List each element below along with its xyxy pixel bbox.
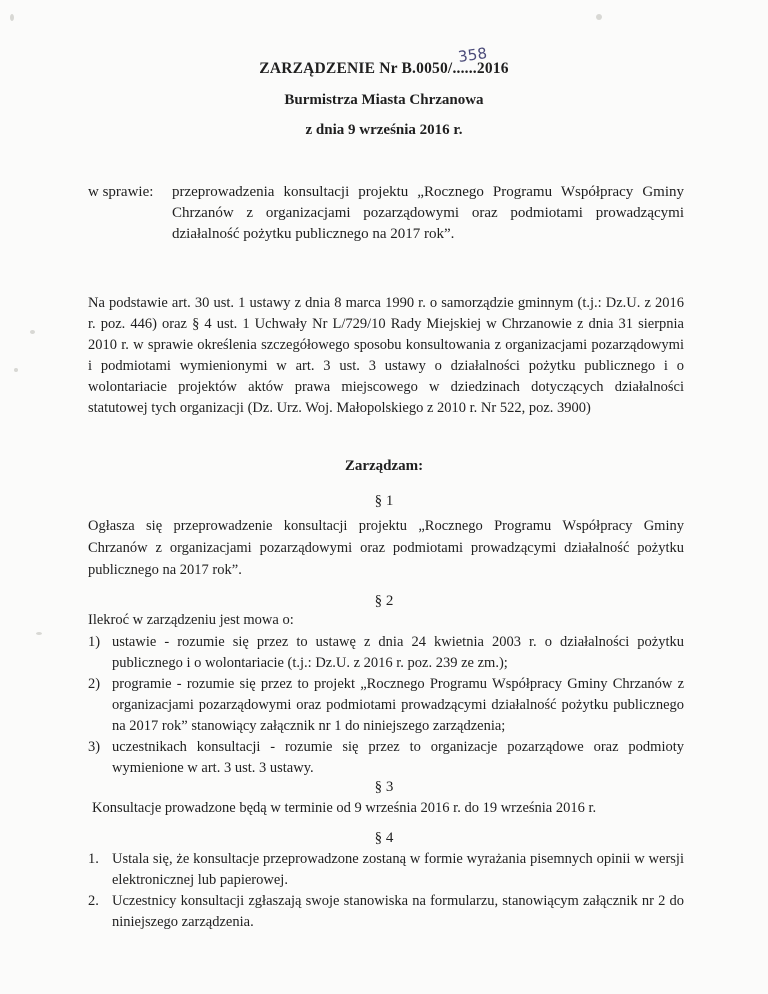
section-3-text: Konsultacje prowadzone będą w terminie od 9 września 2016 r. do 19 września 2016 r. xyxy=(92,800,597,816)
section-2-heading: § 2 xyxy=(374,593,394,609)
list-item xyxy=(88,674,684,737)
section-2-list xyxy=(88,632,684,779)
list-item-text: uczestnikach konsultacji - rozumie się przez to organizacje pozarządowe oraz podmioty wymienione w art. 3 ust. 3 ustawy. xyxy=(112,739,684,776)
list-item xyxy=(88,849,684,891)
section-4-heading: § 4 xyxy=(374,830,394,846)
scan-speck xyxy=(596,14,602,20)
list-marker: 1) xyxy=(88,634,101,650)
decree-date: z dnia 9 września 2016 r. xyxy=(305,122,463,138)
issuer: Burmistrza Miasta Chrzanowa xyxy=(284,92,484,108)
title-dots: ...... xyxy=(452,60,477,77)
list-item xyxy=(88,891,684,933)
section-2-intro: Ilekroć w zarządzeniu jest mowa o: xyxy=(88,612,294,628)
title-prefix: ZARZĄDZENIE Nr B.0050/ xyxy=(259,60,453,77)
subject-block xyxy=(88,182,684,245)
handwritten-number: 358 xyxy=(457,44,489,66)
list-marker: 3) xyxy=(88,739,101,755)
section-1-heading: § 1 xyxy=(374,493,394,509)
title-suffix: 2016 xyxy=(476,60,509,77)
scan-speck xyxy=(30,330,35,334)
subject-text: przeprowadzenia konsultacji projektu „Rocznego Programu Współpracy Gminy Chrzanów z organizacjami pozarządowymi oraz podmiotami prowadzącymi działalność pożytku publicznego na 2017 rok”. xyxy=(172,184,684,242)
list-marker: 1. xyxy=(88,851,99,867)
list-item-text: Ustala się, że konsultacje przeprowadzone zostaną w formie wyrażania pisemnych opinii w wersji elektronicznej lub papierowej. xyxy=(112,851,684,888)
decree-title xyxy=(0,44,768,78)
scan-speck xyxy=(10,14,14,21)
scan-speck xyxy=(14,368,18,372)
list-marker: 2. xyxy=(88,893,99,909)
list-item xyxy=(88,737,684,779)
section-3-heading: § 3 xyxy=(374,779,394,795)
list-item-text: programie - rozumie się przez to projekt „Rocznego Programu Współpracy Gminy Chrzanów z organizacjami pozarządowymi oraz podmiotami prowadzącymi działalność pożytku publicznego na 2017 rok” stanowiący załącznik nr 1 do niniejszego zarządzenia; xyxy=(112,676,684,734)
list-marker: 2) xyxy=(88,676,101,692)
list-item xyxy=(88,632,684,674)
decree-number xyxy=(452,44,489,78)
scan-speck xyxy=(36,632,42,635)
section-1-text: Ogłasza się przeprowadzenie konsultacji projektu „Rocznego Programu Współpracy Gminy Chrzanów z organizacjami pozarządowymi oraz podmiotami prowadzącymi działalność pożytku publicznego na 2017 rok”. xyxy=(88,518,684,578)
list-item-text: ustawie - rozumie się przez to ustawę z dnia 24 kwietnia 2003 r. o działalności pożytku publicznego i o wolontariacie (t.j.: Dz.U. z 2016 r. poz. 239 ze zm.); xyxy=(112,634,684,671)
section-4-list xyxy=(88,849,684,933)
list-item-text: Uczestnicy konsultacji zgłaszają swoje stanowiska na formularzu, stanowiącym załącznik nr 2 do niniejszego zarządzenia. xyxy=(112,893,684,930)
subject-label: w sprawie: xyxy=(88,184,154,200)
decree-word: Zarządzam: xyxy=(344,458,424,474)
legal-basis: Na podstawie art. 30 ust. 1 ustawy z dnia 8 marca 1990 r. o samorządzie gminnym (t.j.: Dz.U. z 2016 r. poz. 446) oraz § 4 ust. 1 Uchwały Nr L/729/10 Rady Miejskiej w Chrzanowie z dnia 31 sierpnia 2010 r. w sprawie określenia szczegółowego sposobu konsultowania z organizacjami pozarządowymi i podmiotami wymienionymi w art. 3 ust. 3 ustawy o działalności pożytku publicznego i o wolontariacie projektów aktów prawa miejscowego w dziedzinach dotyczących działalności statutowej tych organizacji (Dz. Urz. Woj. Małopolskiego z 2010 r. Nr 522, poz. 3900) xyxy=(88,295,684,416)
